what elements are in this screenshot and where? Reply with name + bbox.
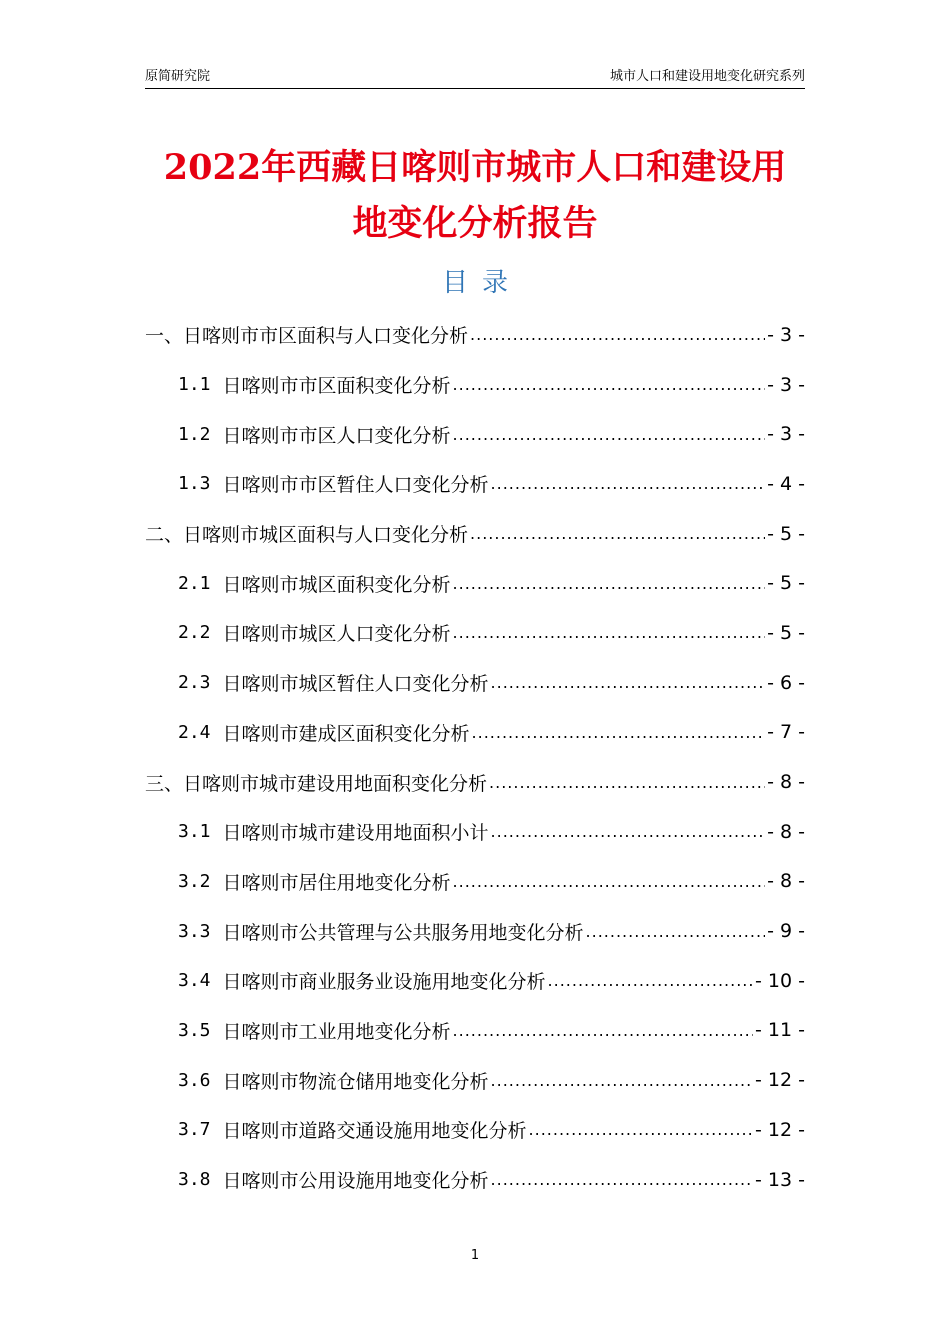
toc-entry-title: 日喀则市公共管理与公共服务用地变化分析	[222, 921, 584, 944]
header-publisher: 原简研究院	[145, 69, 211, 84]
toc-entry-title: 日喀则市商业服务业设施用地变化分析	[222, 971, 546, 994]
toc-dot-leader	[489, 773, 765, 792]
toc-entry-page: - 12 -	[755, 1069, 805, 1092]
toc-entry[interactable]	[145, 857, 805, 907]
toc-dot-leader	[470, 325, 765, 344]
toc-entry-number: 2.4	[178, 721, 211, 743]
toc-entry-number: 2.1	[178, 572, 211, 594]
toc-dot-leader	[453, 1021, 754, 1040]
toc-dot-leader	[548, 971, 754, 990]
toc-entry-page: - 13 -	[755, 1168, 805, 1191]
toc-entry-number: 3.2	[178, 870, 211, 892]
toc-entry[interactable]	[145, 1155, 805, 1205]
toc-entry-number: 3.7	[178, 1119, 211, 1141]
table-of-contents	[145, 310, 805, 1204]
toc-entry-page: - 3 -	[767, 323, 805, 346]
toc-entry-title: 日喀则市城区人口变化分析	[222, 623, 451, 646]
toc-entry-number: 2.3	[178, 672, 211, 694]
toc-entry-number: 3.1	[178, 821, 211, 843]
toc-dot-leader	[453, 425, 766, 444]
toc-entry[interactable]	[145, 956, 805, 1006]
toc-entry[interactable]	[145, 807, 805, 857]
toc-entry-page: - 5 -	[767, 572, 805, 595]
toc-entry-number: 3.4	[178, 970, 211, 992]
toc-entry-page: - 3 -	[767, 373, 805, 396]
toc-entry[interactable]	[145, 608, 805, 658]
toc-entry-page: - 4 -	[767, 472, 805, 495]
toc-entry-title: 日喀则市城市建设用地面积小计	[222, 822, 489, 845]
toc-entry-page: - 8 -	[767, 771, 805, 794]
toc-entry-page: - 11 -	[755, 1019, 805, 1042]
toc-entry-page: - 5 -	[767, 522, 805, 545]
toc-entry-title: 三、日喀则市城市建设用地面积变化分析	[145, 772, 488, 795]
toc-entry-page: - 6 -	[767, 671, 805, 694]
toc-entry-title: 日喀则市物流仓储用地变化分析	[222, 1070, 489, 1093]
toc-entry[interactable]	[145, 1105, 805, 1155]
toc-entry[interactable]	[145, 708, 805, 758]
toc-entry-page: - 3 -	[767, 423, 805, 446]
toc-entry-page: - 9 -	[767, 920, 805, 943]
toc-dot-leader	[491, 673, 766, 692]
page-header	[145, 66, 805, 89]
toc-entry-page: - 8 -	[767, 820, 805, 843]
toc-dot-leader	[491, 474, 766, 493]
toc-entry[interactable]	[145, 757, 805, 807]
toc-entry-number: 1.2	[178, 423, 211, 445]
header-series: 城市人口和建设用地变化研究系列	[609, 69, 805, 84]
toc-entry-page: - 8 -	[767, 870, 805, 893]
toc-entry[interactable]	[145, 906, 805, 956]
toc-entry-title: 一、日喀则市市区面积与人口变化分析	[145, 325, 469, 348]
toc-dot-leader	[491, 1170, 754, 1189]
page-number: 1	[470, 1248, 480, 1263]
toc-entry-title: 日喀则市公用设施用地变化分析	[222, 1170, 489, 1193]
title-line-1: 2022年西藏日喀则市城市人口和建设用	[163, 147, 787, 188]
toc-dot-leader	[491, 1071, 754, 1090]
toc-dot-leader	[529, 1120, 754, 1139]
toc-entry-number: 3.3	[178, 920, 211, 942]
toc-entry-title: 日喀则市建成区面积变化分析	[222, 722, 470, 745]
toc-entry[interactable]	[145, 459, 805, 509]
toc-entry[interactable]	[145, 509, 805, 559]
toc-entry[interactable]	[145, 360, 805, 410]
toc-entry[interactable]	[145, 558, 805, 608]
toc-dot-leader	[453, 375, 766, 394]
toc-dot-leader	[453, 872, 766, 891]
toc-entry-title: 日喀则市市区人口变化分析	[222, 424, 451, 447]
toc-entry-title: 日喀则市道路交通设施用地变化分析	[222, 1120, 527, 1143]
toc-entry-number: 3.8	[178, 1169, 211, 1191]
toc-entry[interactable]	[145, 1055, 805, 1105]
toc-entry[interactable]	[145, 1006, 805, 1056]
title-line-2: 地变化分析报告	[352, 203, 598, 244]
toc-dot-leader	[491, 822, 766, 841]
toc-heading: 目录	[441, 268, 522, 298]
toc-dot-leader	[453, 574, 766, 593]
toc-entry-title: 日喀则市市区暂住人口变化分析	[222, 474, 489, 497]
toc-entry-page: - 12 -	[755, 1118, 805, 1141]
document-title	[0, 140, 950, 252]
toc-entry-page: - 7 -	[767, 721, 805, 744]
toc-entry-title: 日喀则市城区面积变化分析	[222, 573, 451, 596]
toc-entry[interactable]	[145, 310, 805, 360]
toc-entry-title: 日喀则市居住用地变化分析	[222, 871, 451, 894]
toc-dot-leader	[472, 723, 766, 742]
toc-entry-number: 3.6	[178, 1069, 211, 1091]
toc-entry-number: 1.3	[178, 473, 211, 495]
toc-entry[interactable]	[145, 409, 805, 459]
toc-entry-title: 日喀则市工业用地变化分析	[222, 1020, 451, 1043]
toc-dot-leader	[453, 623, 766, 642]
toc-entry-title: 日喀则市城区暂住人口变化分析	[222, 673, 489, 696]
toc-entry-number: 2.2	[178, 622, 211, 644]
toc-entry-page: - 5 -	[767, 621, 805, 644]
toc-entry-page: - 10 -	[755, 969, 805, 992]
toc-dot-leader	[586, 922, 766, 941]
toc-entry-title: 日喀则市市区面积变化分析	[222, 375, 451, 398]
toc-entry-number: 1.1	[178, 374, 211, 396]
toc-entry[interactable]	[145, 658, 805, 708]
toc-entry-title: 二、日喀则市城区面积与人口变化分析	[145, 524, 469, 547]
toc-entry-number: 3.5	[178, 1019, 211, 1041]
toc-dot-leader	[470, 524, 765, 543]
